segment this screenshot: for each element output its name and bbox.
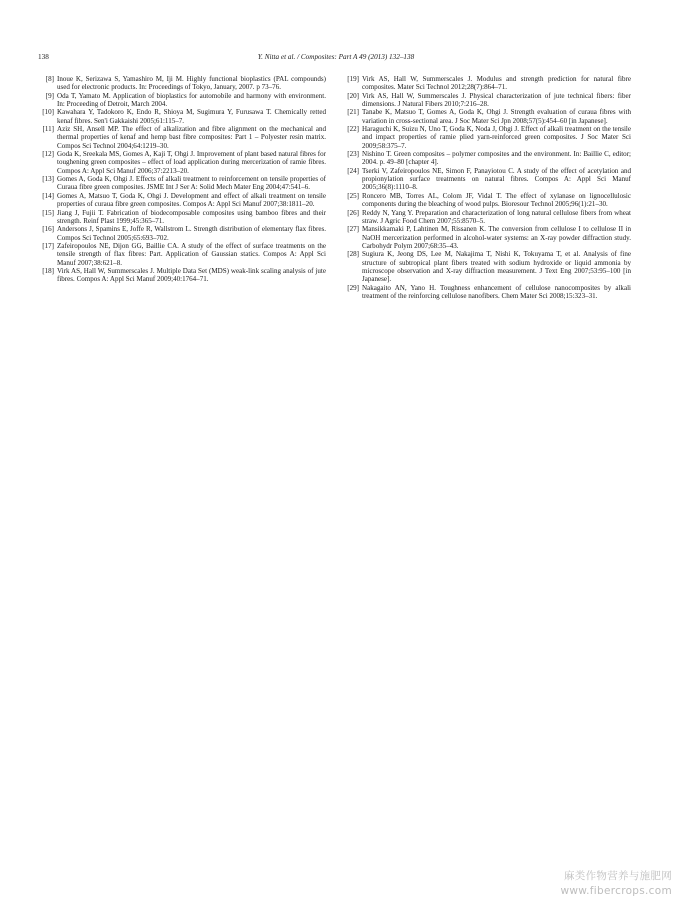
reference-number: [28] [347, 250, 359, 259]
reference-entry [38, 92, 326, 109]
reference-entry [38, 225, 326, 242]
reference-text: Jiang J, Fujii T. Fabrication of biodecomposable composites using bamboo fibres and their strength. Reinf Plast 1999;45:365–71. [57, 208, 326, 225]
reference-number: [20] [347, 91, 359, 100]
page-number: 138 [38, 53, 49, 61]
reference-text: Roncero MB, Torres AL, Colom JF, Vidal T. The effect of xylanase on lignocellulosic components during the bleaching of wood pulps. Bioresour Technol 2005;96(1):21–30. [362, 191, 631, 209]
reference-entry [343, 284, 631, 301]
watermark-site-name: 麻类作物营养与施肥网 [564, 870, 672, 882]
reference-entry [343, 167, 631, 192]
reference-entry [343, 108, 631, 125]
reference-entry [343, 192, 631, 209]
reference-number: [19] [347, 75, 359, 83]
reference-number: [10] [42, 108, 54, 117]
reference-number: [13] [42, 175, 54, 184]
reference-text: Gomes A, Goda K, Ohgi J. Effects of alkali treatment to reinforcement on tensile properties of Curaua fibre green composites. JSME Int J Ser A: Solid Mech Mater Eng 2004;47:541–6. [57, 175, 326, 192]
reference-number: [9] [45, 91, 54, 100]
reference-entry [38, 209, 326, 226]
reference-entry [343, 125, 631, 150]
reference-number: [16] [42, 225, 54, 234]
reference-text: Oda T, Yamato M. Application of bioplastics for automobile and harmony with environment. In: Proceeding of Detroit, March 2004. [57, 91, 326, 109]
reference-text: Haraguchi K, Suizu N, Uno T, Goda K, Noda J, Ohgi J. Effect of alkali treatment on the tensile and impact properties of ramie plied yarn-reinforced green composites. J Soc Mater Sci 2009;58:375–7. [362, 125, 631, 150]
reference-entry [38, 108, 326, 125]
reference-text: Virk AS, Hall W, Summerscales J. Multiple Data Set (MDS) weak-link scaling analysis of jute fibres. Compos A: Appl Sci Manuf 2009;40:1764–71. [57, 266, 326, 284]
reference-entry [38, 150, 326, 175]
reference-text: Goda K, Sreekala MS, Gomes A, Kaji T, Ohgi J. Improvement of plant based natural fibres for toughening green composites – effect of load application during mercerization of ramie fibres. Compos A: Appl Sci Manuf 2006;37:2213–20. [57, 150, 326, 175]
reference-text: Zafeiropoulos NE, Dijon GG, Baillie CA. A study of the effect of surface treatments on the tensile strength of flax fibres: Part. Application of Gaussian statics. Compos A: Appl Sci Manuf 2007;38:621–8. [57, 241, 326, 267]
reference-text: Tanabe K, Matsuo T, Gomes A, Goda K, Ohgi J. Strength evaluation of curaua fibres with variation in cross-sectional area. J Soc Mater Sci Jpn 2008;57(5):454–60 [in Japanese]. [362, 108, 631, 125]
reference-text: Kawahara Y, Tadokoro K, Endo R, Shioya M, Sugimura Y, Furusawa T. Chemically retted kenaf fibres. Sen'i Gakkaishi 2005;61:115–7. [57, 108, 326, 125]
reference-number: [12] [42, 150, 54, 159]
reference-number: [11] [42, 125, 54, 134]
reference-text: Mansikkamaki P, Lahtinen M, Rissanen K. The conversion from cellulose I to cellulose II in NaOH mercerization performed in alcohol-water systems: an X-ray powder diffraction study. Carbohydr Polym 2007;68:35–43. [362, 225, 631, 250]
reference-text: Inoue K, Serizawa S, Yamashiro M, Iji M. Highly functional bioplastics (PAL compounds) used for electronic products. In: Proceedings of Tokyo, January, 2007. p 73–76. [57, 75, 326, 92]
watermark-url: www.fibercrops.com [560, 885, 672, 897]
references-column-right [343, 75, 631, 300]
reference-text: Reddy N, Yang Y. Preparation and characterization of long natural cellulose fibers from wheat straw. J Agric Food Chem 2007;55:8570–5. [362, 208, 631, 225]
reference-number: [22] [347, 125, 359, 134]
reference-text: Andersons J, Spamins E, Joffe R, Wallstrom L. Strength distribution of elementary flax fibres. Compos Sci Technol 2005;65:693–702. [57, 225, 326, 242]
reference-number: [23] [347, 150, 359, 159]
reference-text: Nishino T. Green composites – polymer composites and the environment. In: Baillie C, editor; 2004. p. 49–80 [chapter 4]. [362, 150, 631, 167]
running-header [38, 53, 634, 65]
reference-entry [38, 75, 326, 92]
reference-number: [17] [42, 241, 54, 250]
watermark [560, 869, 672, 899]
reference-text: Nakagaito AN, Yano H. Toughness enhancement of cellulose nanocomposites by alkali treatment of the reinforcing cellulose nanofibers. Chem Mater Sci 2008;15:323–31. [362, 283, 631, 300]
reference-entry [343, 75, 631, 92]
reference-entry [38, 192, 326, 209]
reference-entry [38, 267, 326, 284]
reference-entry [343, 250, 631, 283]
references-column-left [38, 75, 326, 284]
reference-entry [38, 175, 326, 192]
reference-text: Virk AS, Hall W, Summerscales J. Physical characterization of jute technical fibers: fiber dimensions. J Natural Fibers 2010;7:216–28. [362, 91, 631, 109]
journal-citation: Y. Nitta et al. / Composites: Part A 49 (2013) 132–138 [257, 53, 415, 61]
reference-text: Sugiura K, Jeong DS, Lee M, Nakajima T, Nishi K, Tokuyama T, et al. Analysis of fine structure of subtropical plant fibers treated with sodium hydroxide or liquid ammonia by microscope observation and X-ray diffraction measurement. J Text Eng 2007;53:95–100 [in Japanese]. [362, 250, 631, 284]
reference-number: [25] [347, 191, 359, 200]
reference-number: [21] [347, 108, 359, 117]
reference-number: [26] [347, 208, 359, 217]
reference-text: Aziz SH, Ansell MP. The effect of alkalization and fibre alignment on the mechanical and thermal properties of kenaf and hemp bast fibre composites: Part 1 – Polyester resin matrix. Compos Sci Technol 2004;64:1219–30. [57, 125, 326, 150]
reference-entry [343, 225, 631, 250]
reference-text: Gomes A, Matsuo T, Goda K, Ohgi J. Development and effect of alkali treatment on tensile properties of curaua fibre green composites. Compos A: Appl Sci Manuf 2007;38:1811–20. [57, 191, 326, 209]
reference-entry [343, 92, 631, 109]
reference-number: [15] [42, 208, 54, 217]
reference-number: [14] [42, 191, 54, 200]
reference-number: [24] [347, 166, 359, 175]
reference-entry [343, 209, 631, 226]
reference-entry [343, 150, 631, 167]
reference-number: [29] [347, 283, 359, 292]
reference-text: Tserki V, Zafeiropoulos NE, Simon F, Panayiotou C. A study of the effect of acetylation and propionylation surface treatments on natural fibres. Compos A: Appl Sci Manuf 2005;36(8):1110–8. [362, 166, 631, 192]
reference-text: Virk AS, Hall W, Summerscales J. Modulus and strength prediction for natural fibre composites. Mater Sci Technol 2012;28(7):864–71. [362, 75, 631, 92]
reference-number: [18] [42, 266, 54, 275]
reference-number: [27] [347, 225, 359, 234]
reference-entry [38, 242, 326, 267]
reference-number: [8] [45, 75, 54, 83]
reference-entry [38, 125, 326, 150]
